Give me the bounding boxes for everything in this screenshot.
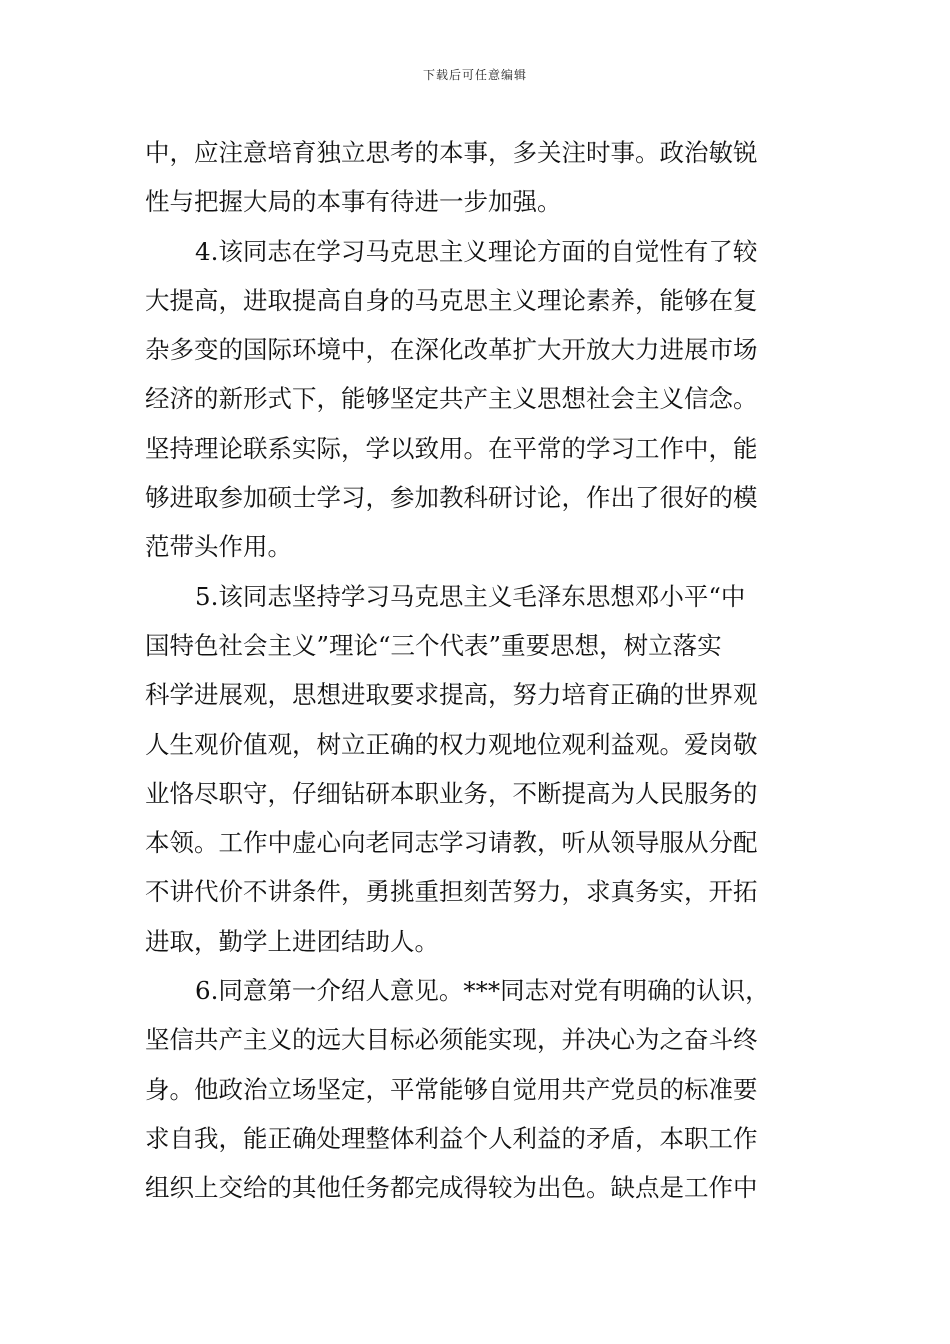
document-body xyxy=(145,128,805,1213)
text-line: 范带头作用。 xyxy=(145,532,292,562)
text-line: 够进取参加硕士学习，参加教科研讨论，作出了很好的模 xyxy=(145,483,758,513)
text-line: 进取，勤学上进团结助人。 xyxy=(145,926,439,956)
text-line: 5.该同志坚持学习马克思主义毛泽东思想邓小平“中 xyxy=(195,581,746,611)
text-line: 坚信共产主义的远大目标必须能实现，并决心为之奋斗终 xyxy=(145,1025,758,1055)
text-line: 求自我，能正确处理整体利益个人利益的矛盾，本职工作 xyxy=(145,1123,758,1153)
text-line: 6.同意第一介绍人意见。***同志对党有明确的认识， xyxy=(195,976,770,1006)
paragraph-item-5 xyxy=(145,572,805,966)
text-line: 身。他政治立场坚定，平常能够自觉用共产党员的标准要 xyxy=(145,1074,758,1104)
text-line: 组织上交给的其他任务都完成得较为出色。缺点是工作中 xyxy=(145,1173,758,1203)
text-line: 4.该同志在学习马克思主义理论方面的自觉性有了较 xyxy=(195,236,758,266)
paragraph-item-6 xyxy=(145,966,805,1212)
text-line: 本领。工作中虚心向老同志学习请教，听从领导服从分配 xyxy=(145,828,758,858)
text-line: 业恪尽职守，仔细钻研本职业务，不断提高为人民服务的 xyxy=(145,778,758,808)
page-header: 下载后可任意编辑 xyxy=(422,68,527,82)
paragraph-item-4 xyxy=(145,227,805,572)
text-line: 科学进展观，思想进取要求提高，努力培育正确的世界观 xyxy=(145,680,758,710)
paragraph-continuation xyxy=(145,128,805,227)
text-line: 人生观价值观，树立正确的权力观地位观利益观。爱岗敬 xyxy=(145,729,758,759)
text-line: 性与把握大局的本事有待进一步加强。 xyxy=(145,187,562,217)
text-line: 国特色社会主义”理论“三个代表”重要思想，树立落实 xyxy=(145,630,722,660)
text-line: 经济的新形式下，能够坚定共产主义思想社会主义信念。 xyxy=(145,384,758,414)
text-line: 坚持理论联系实际，学以致用。在平常的学习工作中，能 xyxy=(145,433,758,463)
text-line: 不讲代价不讲条件，勇挑重担刻苦努力，求真务实，开拓 xyxy=(145,877,758,907)
text-line: 中，应注意培育独立思考的本事，多关注时事。政治敏锐 xyxy=(145,138,758,167)
text-line: 杂多变的国际环境中，在深化改革扩大开放大力进展市场 xyxy=(145,335,758,365)
text-line: 大提高，进取提高自身的马克思主义理论素养，能够在复 xyxy=(145,285,758,315)
